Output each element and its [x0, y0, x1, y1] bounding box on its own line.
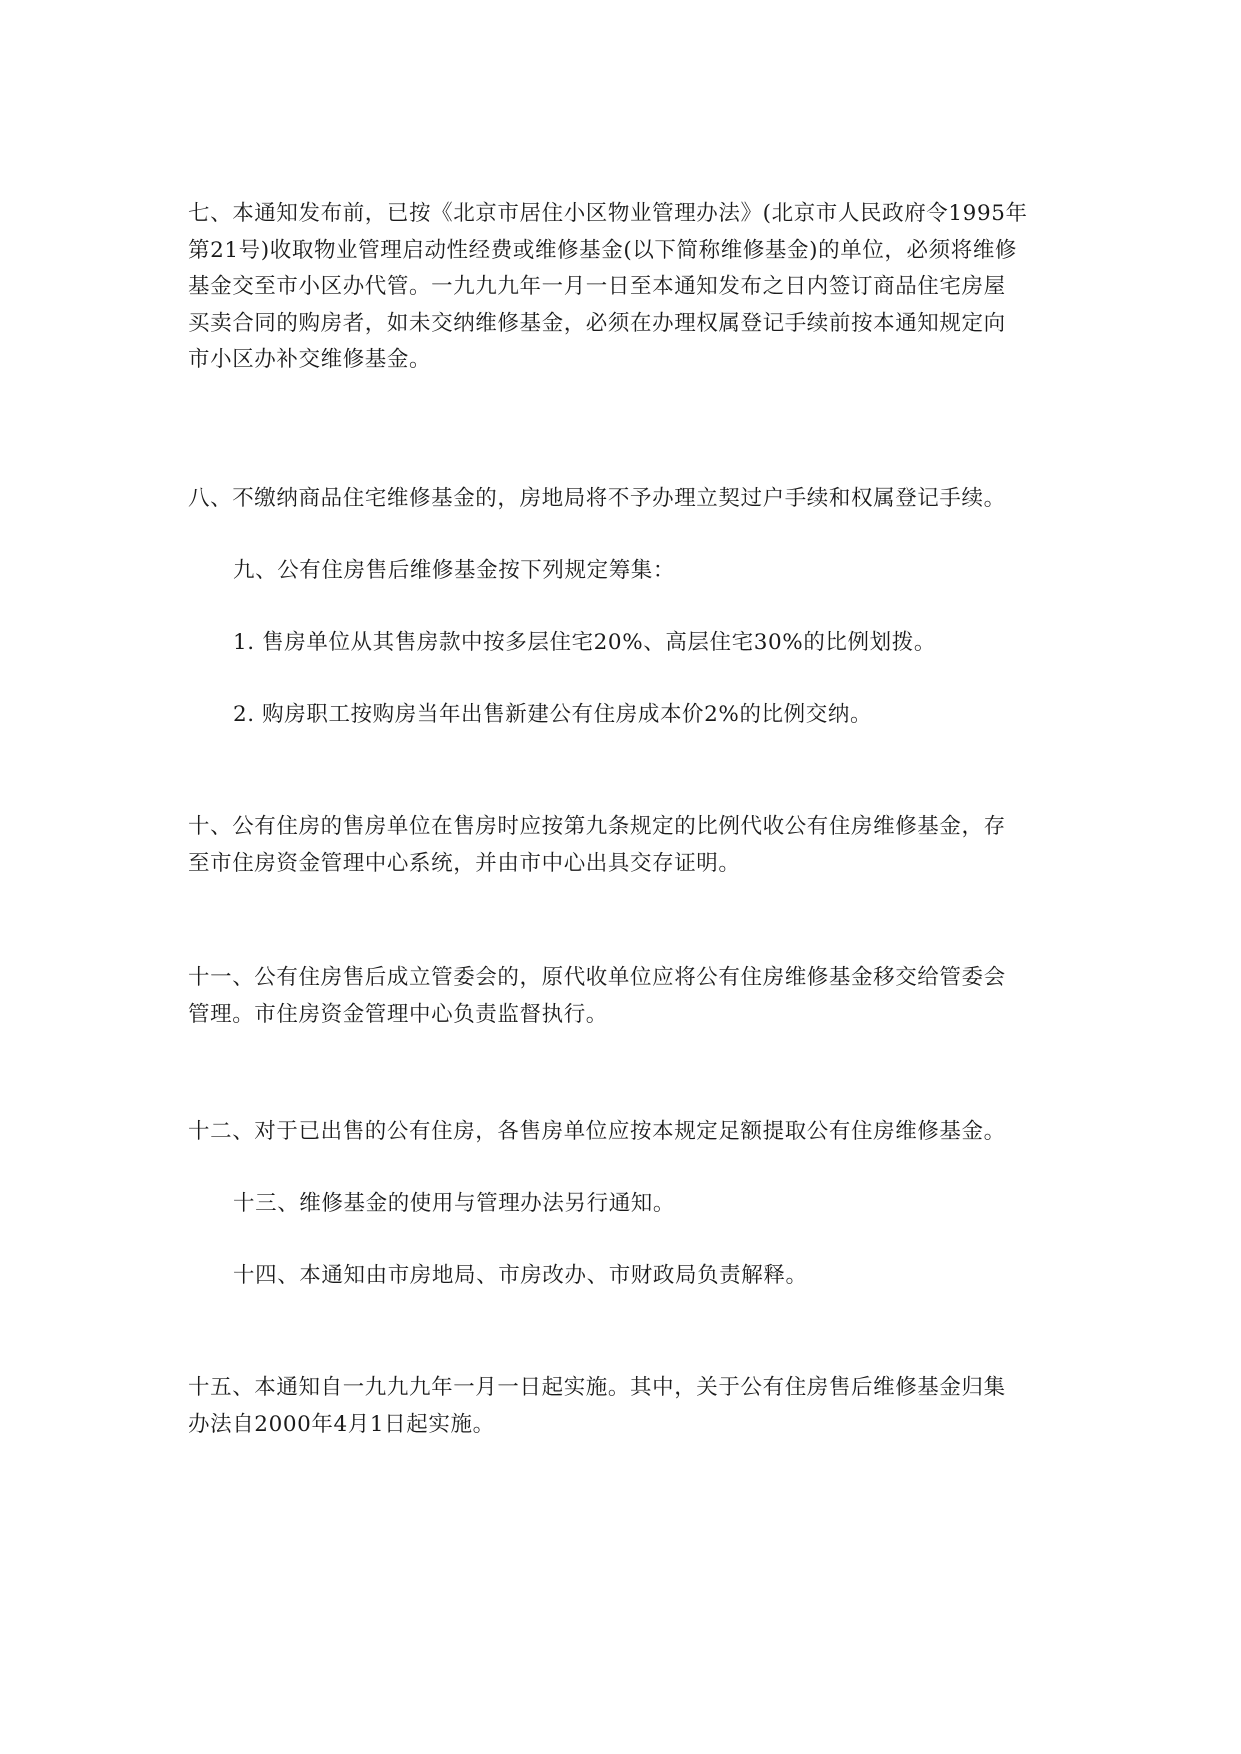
paragraph-article-11	[188, 960, 1068, 1033]
paragraph-article-14	[233, 1258, 1068, 1295]
text-line: 办法自2000年4月1日起实施。	[188, 1411, 495, 1437]
text-line: 十五、本通知自一九九九年一月一日起实施。其中，关于公有住房售后维修基金归集	[188, 1375, 1006, 1400]
paragraph-article-15	[188, 1370, 1068, 1443]
text-line: 1. 售房单位从其售房款中按多层住宅20%、高层住宅30%的比例划拨。	[233, 630, 936, 655]
text-line: 至市住房资金管理中心系统，并由市中心出具交存证明。	[188, 850, 741, 876]
text-line: 十四、本通知由市房地局、市房改办、市财政局负责解释。	[233, 1263, 808, 1288]
paragraph-article-12	[188, 1114, 1068, 1151]
text-line: 十一、公有住房售后成立管委会的，原代收单位应将公有住房维修基金移交给管委会	[188, 965, 1006, 990]
text-line: 十二、对于已出售的公有住房，各售房单位应按本规定足额提取公有住房维修基金。	[188, 1119, 1006, 1144]
paragraph-article-9	[233, 553, 1068, 590]
paragraph-article-10	[188, 809, 1068, 882]
paragraph-article-8	[188, 481, 1068, 518]
text-line: 基金交至市小区办代管。一九九九年一月一日至本通知发布之日内签订商品住宅房屋	[188, 274, 1006, 299]
text-line: 十、公有住房的售房单位在售房时应按第九条规定的比例代收公有住房维修基金，存	[188, 814, 1006, 839]
text-line: 买卖合同的购房者，如未交纳维修基金，必须在办理权属登记手续前按本通知规定向	[188, 310, 1006, 336]
text-line: 2. 购房职工按购房当年出售新建公有住房成本价2%的比例交纳。	[233, 702, 873, 727]
text-line: 第21号)收取物业管理启动性经费或维修基金(以下简称维修基金)的单位，必须将维修	[188, 237, 1018, 263]
paragraph-article-7	[188, 196, 1068, 379]
text-line: 七、本通知发布前，已按《北京市居住小区物业管理办法》(北京市人民政府令1995年	[188, 201, 1028, 226]
text-line: 九、公有住房售后维修基金按下列规定筹集：	[233, 558, 676, 583]
text-line: 八、不缴纳商品住宅维修基金的，房地局将不予办理立契过户手续和权属登记手续。	[188, 486, 1006, 511]
text-line: 十三、维修基金的使用与管理办法另行通知。	[233, 1191, 676, 1216]
text-line: 市小区办补交维修基金。	[188, 347, 432, 372]
text-line: 管理。市住房资金管理中心负责监督执行。	[188, 1001, 608, 1027]
paragraph-article-9-item-2	[233, 697, 1068, 734]
paragraph-article-9-item-1	[233, 625, 1068, 662]
paragraph-article-13	[233, 1186, 1068, 1223]
